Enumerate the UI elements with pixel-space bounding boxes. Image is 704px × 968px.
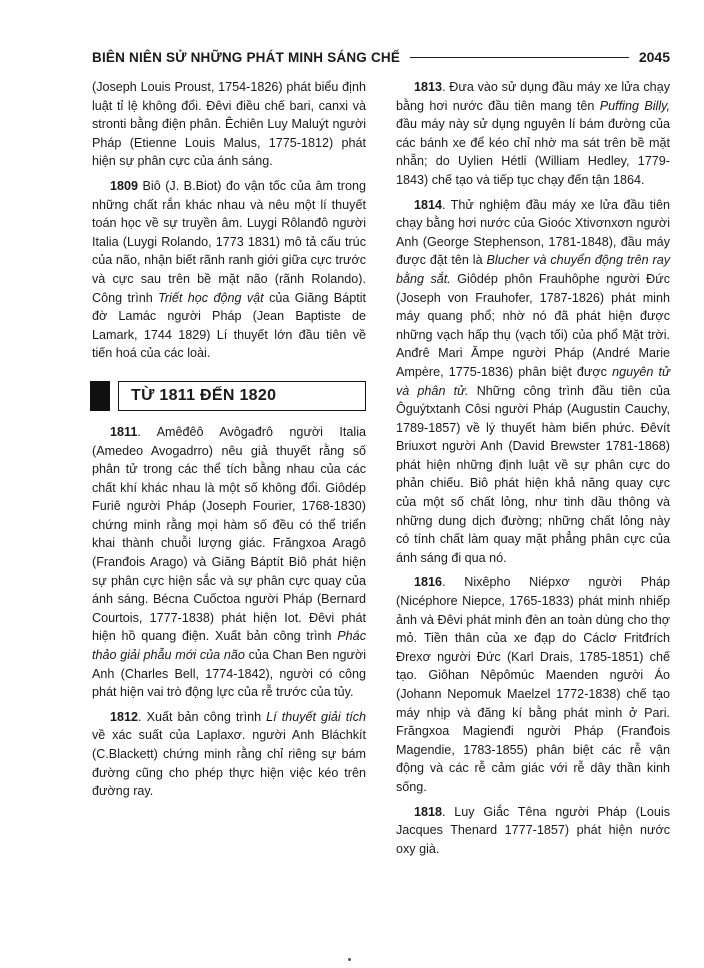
- section-heading: [92, 381, 366, 411]
- section-marker-block: [90, 381, 110, 411]
- page-number: 2045: [638, 49, 670, 65]
- entry-italic-title: Phác thảo giải phẫu mới của não: [92, 629, 366, 663]
- section-title: TỪ 1811 ĐẾN 1820: [131, 386, 277, 404]
- right-column: [396, 78, 670, 864]
- entry-text: của Giăng Báptit đờ Lamác người Pháp (Jean Baptiste de Lamark, 1744 1829) Lí thuyết lớn đầu tiên về tiến hoá của các loài.: [92, 290, 366, 361]
- entry-text: . Xuất bản công trình: [138, 709, 267, 724]
- section-title-box: [118, 381, 366, 411]
- entry-text: Giôdép phôn Frauhôphe người Đức (Joseph von Frauhofer, 1787-1826) phát minh máy quang phổ; nhờ nó đã phát hiện được những vạch hấp thụ (vạch tối) của phổ Mặt trời. Anđrê Mari Ămpe người Pháp (André Marie Ampère, 1775-1836) phân biệt được: [396, 271, 670, 379]
- left-column: [92, 78, 366, 807]
- entry-text: . Thử nghiệm đầu máy xe lửa đầu tiên chạy bằng hơi nước của Gioóc Xtivơnxơn người Anh (George Stephenson, 1781-1848), đầu máy được đặt tên là: [396, 197, 670, 268]
- entry-text: Biô (J. B.Biot) đo vận tốc của âm trong những chất rắn khác nhau và nêu một lí thuyết toán học về sự truyền âm. Luygi Rôlanđô người Italia (Luygi Rolando, 1773 1831) mô tả cấu trúc của não, nhận biết rãnh ranh giới giữa cực trước và cực sau trên bề mặt não (rãnh Rolando). Công trình: [92, 178, 366, 305]
- entry-year: 1812: [110, 709, 139, 724]
- entry-italic-phrase: nguyên tử và phân tử.: [396, 364, 671, 398]
- entry-text: . Luy Giắc Têna người Pháp (Louis Jacques Thenard 1777-1857) phát hiện nước oxy già.: [396, 804, 670, 856]
- print-speck: [348, 958, 351, 961]
- running-title: BIÊN NIÊN SỬ NHỮNG PHÁT MINH SÁNG CHẾ: [92, 49, 401, 65]
- entry-italic-title: Lí thuyết giải tích: [266, 709, 367, 724]
- entry-year: 1814: [414, 197, 443, 212]
- entry-text: . Amêđêô Avôgađrô người Italia (Amedeo Avogadrro) nêu giả thuyết rằng số phân tử trong các thể tích bằng nhau của các chất khí khác nhau là một số không đổi. Giôdép Furiê người Pháp (Joseph Fourier, 1768-1830) chứng minh rằng mọi hàm số đều có thể triển khai thành chuỗi lượng giác. Frăngxoa Aragô (Franđois Arago) và Giăng Báptít Biô phát hiện sự phân cực hiện sắc và sự phân cực quay của ánh sáng. Bécna Cuốctoa người Pháp (Bernard Courtois, 1777-1838) phát hiện Iot. Đêvi phát hiện hồ quang điện. Xuất bản công trình: [92, 424, 366, 644]
- entry-year: 1809: [110, 178, 139, 193]
- entry-1809: [92, 177, 366, 363]
- paragraph-text: (Joseph Louis Proust, 1754-1826) phát biểu định luật tỉ lệ không đổi. Đêvi điều chế bari, canxi và stronti bằng điện phân. Êchiên Luy Maluýt người Pháp (Etienne Louis Malus, 1775-1812) phát hiện sự phân cực của ánh sáng.: [92, 80, 366, 169]
- paragraph-continued: [92, 78, 366, 171]
- entry-italic-title: Triết học động vật: [158, 290, 264, 305]
- entry-1813: [396, 78, 670, 190]
- running-header: [92, 47, 670, 67]
- entry-year: 1813: [414, 80, 443, 94]
- entry-year: 1816: [414, 575, 443, 590]
- entry-1811: [92, 423, 366, 702]
- entry-italic-phrase: Blucher và chuyển động trên ray bằng sắt.: [396, 253, 670, 286]
- entry-text: . Nixêpho Niépxơ người Pháp (Nicéphore Niepce, 1765-1833) phát minh nhiếp ảnh và Đêvi phát minh đèn an toàn dùng cho thợ mỏ. Tiền thân của xe đạp do Cáclơ Fritđrích Đrexơ người Đức (Karl Drais, 1785-1851) chế tạo. Giôhan Nêpômúc Maenden người Áo (Johann Nepomuk Maelzel 1772-1838) chế tạo máy nhịp và đăng kí bằng phát minh ở Pari. Frăngxoa Magienđi người Pháp (Franđois Magendie, 1783-1855) phân biệt các rễ vận động và các rễ cảm giác với rễ dây thần kinh sống.: [396, 575, 670, 794]
- entry-italic-title: Puffing Billy,: [599, 98, 670, 113]
- entry-text: về xác suất của Laplaxơ. người Anh Bláchkít (C.Blackett) chứng minh rằng chỉ riêng sự bám đường cũng cho phép thực hiện việc kéo trên đường ray.: [92, 728, 366, 799]
- entry-1812: [92, 708, 366, 801]
- entry-1814: [396, 196, 670, 568]
- entry-text: . Đưa vào sử dụng đầu máy xe lửa chạy bằng hơi nước đầu tiên mang tên: [396, 80, 670, 113]
- entry-1816: [396, 573, 670, 796]
- entry-year: 1811: [110, 424, 138, 439]
- header-rule: [410, 57, 629, 58]
- entry-text: Những công trình đầu tiên của Ôguýtxtanh Côsi người Pháp (Augustin Cauchy, 1789-1857) về lý thuyết hàm biến phức. Đêvít Briuxơt người Anh (David Brewster 1781-1868) phát hiện những định luật về sự phân cực do phản chiếu. Biô phát hiện khả năng quay cực của một số chất lỏng, như tinh dầu thông và những dung dịch đường; những chất lỏng này có tính chất làm quay mặt phẳng phân cực của ánh sáng đi qua nó.: [396, 383, 670, 565]
- entry-text: đầu máy này sử dụng nguyên lí bám đường của các bánh xe để kéo chỉ nhờ ma sát trên bề mặt nhẵn; do Uylien Hétli (William Hedley, 1779-1843) chế tạo và tiếp tục chạy đến tận 1864.: [396, 117, 670, 187]
- entry-text: của Chan Ben người Anh (Charles Bell, 1774-1842), người có công phát hiện vai trò động lực của rễ trước của tủy.: [92, 648, 366, 700]
- entry-1818: [396, 803, 670, 859]
- entry-year: 1818: [414, 804, 443, 819]
